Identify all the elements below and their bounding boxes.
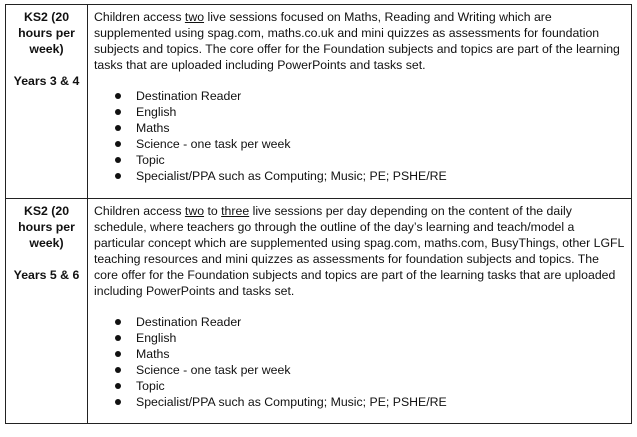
intro-text-rest: live sessions focused on Maths, Reading and Writing which are supplemented using spag.com, maths.co.uk and mini quizzes as assessments for foundation subjects and topics. The core offer for the Foundation subjects and topics are part of the learning tasks that are uploaded including PowerPoints and tasks set.	[94, 10, 620, 72]
table-row	[6, 5, 632, 199]
year-groups-label: Years 5 & 6	[13, 268, 80, 282]
bullet-icon	[115, 351, 121, 357]
list-item	[115, 346, 625, 362]
intro-text-start: Children access	[94, 204, 185, 218]
list-item-text: Science - one task per week	[136, 363, 291, 377]
curriculum-table	[5, 4, 632, 424]
subject-list	[94, 88, 625, 184]
intro-text-start: Children access	[94, 10, 185, 24]
intro-paragraph	[94, 203, 625, 299]
list-item-text: Science - one task per week	[136, 137, 291, 151]
list-item-text: Destination Reader	[136, 89, 242, 103]
bullet-icon	[115, 125, 121, 131]
list-item	[115, 152, 625, 168]
list-item	[115, 330, 625, 346]
list-item-text: Destination Reader	[136, 315, 242, 329]
bullet-icon	[115, 399, 121, 405]
list-item	[115, 362, 625, 378]
list-item	[115, 136, 625, 152]
bullet-icon	[115, 93, 121, 99]
list-item-text: Topic	[136, 153, 165, 167]
bullet-icon	[115, 367, 121, 373]
bullet-icon	[115, 383, 121, 389]
key-stage-heading: KS2 (20 hours per week)	[18, 10, 75, 56]
bullet-icon	[115, 335, 121, 341]
bullet-icon	[115, 173, 121, 179]
list-item-text: Maths	[136, 347, 170, 361]
row-content-cell	[88, 199, 632, 424]
bullet-icon	[115, 157, 121, 163]
list-item-text: English	[136, 105, 177, 119]
row-heading-cell	[6, 5, 88, 199]
table-row	[6, 199, 632, 424]
bullet-icon	[115, 319, 121, 325]
list-item	[115, 88, 625, 104]
list-item-text: Maths	[136, 121, 170, 135]
list-item	[115, 378, 625, 394]
bullet-icon	[115, 109, 121, 115]
list-item-text: Topic	[136, 379, 165, 393]
row-content-cell	[88, 5, 632, 199]
list-item	[115, 314, 625, 330]
row-heading-cell	[6, 199, 88, 424]
list-item	[115, 104, 625, 120]
list-item-text: English	[136, 331, 177, 345]
intro-text-mid: to	[204, 204, 222, 218]
bullet-icon	[115, 141, 121, 147]
list-item	[115, 394, 625, 410]
list-item	[115, 120, 625, 136]
underlined-count: three	[221, 204, 250, 218]
list-item-text: Specialist/PPA such as Computing; Music; PE; PSHE/RE	[136, 169, 447, 183]
list-item-text: Specialist/PPA such as Computing; Music; PE; PSHE/RE	[136, 395, 447, 409]
intro-paragraph	[94, 9, 625, 73]
underlined-count: two	[184, 204, 205, 218]
list-item	[115, 168, 625, 184]
year-groups-label: Years 3 & 4	[13, 74, 80, 88]
key-stage-heading: KS2 (20 hours per week)	[18, 204, 75, 250]
subject-list	[94, 314, 625, 410]
intro-text-rest: live sessions per day depending on the content of the daily schedule, where teachers go through the outline of the day’s learning and teach/model a particular concept which are supplemented using spag.com, maths.com, BusyThings, other LGFL teaching resources and mini quizzes as assessments for foundation subjects and topics. The core offer for the Foundation subjects and topics are part of the learning tasks that are uploaded including PowerPoints and tasks set.	[94, 204, 624, 298]
underlined-count: two	[184, 10, 205, 24]
